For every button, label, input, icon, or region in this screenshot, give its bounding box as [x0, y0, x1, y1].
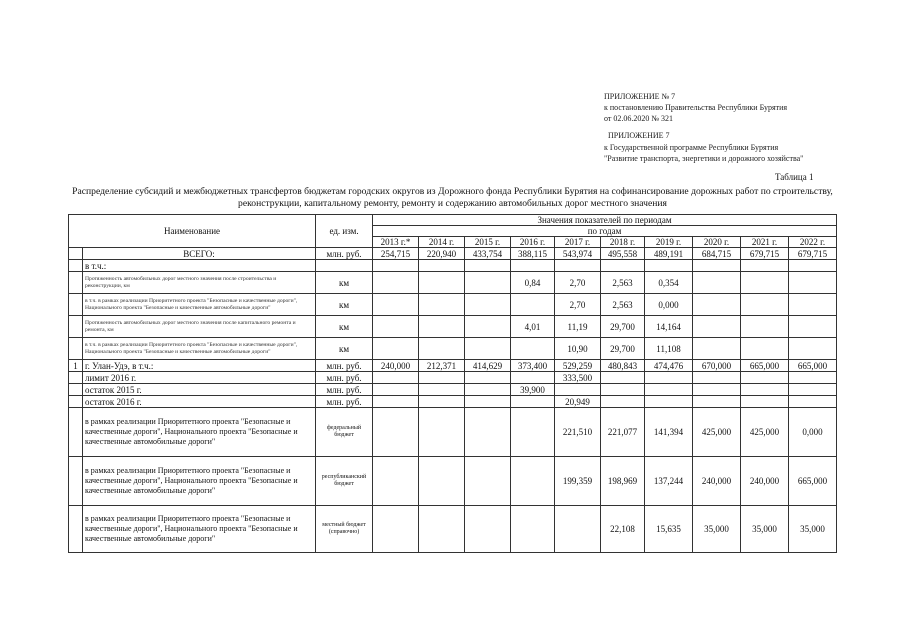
value-cell: 221,510: [555, 408, 601, 457]
value-cell: [373, 384, 419, 396]
value-cell: [373, 506, 419, 553]
value-cell: 240,000: [693, 457, 741, 506]
value-cell: [373, 396, 419, 408]
value-cell: 489,191: [645, 248, 693, 260]
value-cell: 29,700: [601, 338, 645, 360]
value-cell: [511, 260, 555, 272]
value-cell: [465, 372, 511, 384]
program-line-2: "Развитие транспорта, энергетики и дорожного хозяйства": [604, 154, 804, 163]
row-unit-cell: млн. руб.: [316, 384, 373, 396]
row-name-cell: г. Улан-Удэ, в т.ч.:: [83, 360, 316, 372]
value-cell: [693, 338, 741, 360]
table-row: [69, 316, 837, 338]
year-header-cell: 2013 г.*: [373, 237, 419, 248]
header-row-1: [69, 215, 837, 226]
value-cell: [465, 384, 511, 396]
table-label: Таблица 1: [775, 172, 814, 182]
row-number-cell: [69, 260, 83, 272]
allocation-table: [68, 214, 837, 553]
row-number-cell: [69, 457, 83, 506]
row-unit-cell: млн. руб.: [316, 360, 373, 372]
row-name-cell: в рамках реализации Приоритетного проекта "Безопасные и качественные дороги", Национального проекта "Безопасные и качественные автомобильные дороги": [83, 408, 316, 457]
value-cell: 240,000: [741, 457, 789, 506]
table-row: [69, 272, 837, 294]
value-cell: [741, 338, 789, 360]
value-cell: [419, 506, 465, 553]
value-cell: [419, 457, 465, 506]
year-header-cell: 2020 г.: [693, 237, 741, 248]
value-cell: [789, 338, 837, 360]
value-cell: [693, 294, 741, 316]
row-name-cell: в т.ч. в рамках реализации Приоритетного проекта "Безопасные и качественные дороги", Национального проекта "Безопасные и качественные автомобильные дороги": [83, 294, 316, 316]
table-row: [69, 457, 837, 506]
table-row: [69, 338, 837, 360]
value-cell: [373, 372, 419, 384]
value-cell: [741, 272, 789, 294]
value-cell: 529,259: [555, 360, 601, 372]
row-number-cell: [69, 338, 83, 360]
value-cell: [465, 396, 511, 408]
value-cell: [693, 384, 741, 396]
value-cell: [419, 272, 465, 294]
value-cell: [789, 294, 837, 316]
row-unit-cell: км: [316, 316, 373, 338]
row-number-cell: [69, 372, 83, 384]
year-header-cell: 2018 г.: [601, 237, 645, 248]
value-cell: 11,108: [645, 338, 693, 360]
value-cell: [741, 260, 789, 272]
value-cell: [511, 338, 555, 360]
value-cell: 474,476: [645, 360, 693, 372]
row-unit-cell: км: [316, 294, 373, 316]
value-cell: 198,969: [601, 457, 645, 506]
row-number-cell: [69, 408, 83, 457]
value-cell: [373, 260, 419, 272]
value-cell: [693, 372, 741, 384]
year-header-cell: 2019 г.: [645, 237, 693, 248]
year-header-cell: 2014 г.: [419, 237, 465, 248]
value-cell: 199,359: [555, 457, 601, 506]
row-unit-cell: млн. руб.: [316, 372, 373, 384]
value-cell: [645, 372, 693, 384]
decree-line-2: от 02.06.2020 № 321: [604, 114, 674, 123]
value-cell: 670,000: [693, 360, 741, 372]
value-cell: [465, 316, 511, 338]
year-header-cell: 2022 г.: [789, 237, 837, 248]
row-name-cell: ВСЕГО:: [83, 248, 316, 260]
document-title: Распределение субсидий и межбюджетных трансфертов бюджетам городских округов из Дорожного фонда Республики Бурятия на софинансирование дорожных работ по строительству, реконструкции, капитальному ремонту, ремонту и содержанию автомобильных дорог местного значения: [72, 186, 833, 209]
value-cell: 221,077: [601, 408, 645, 457]
value-cell: [465, 338, 511, 360]
value-cell: [645, 260, 693, 272]
value-cell: [789, 384, 837, 396]
value-cell: 495,558: [601, 248, 645, 260]
value-cell: 679,715: [741, 248, 789, 260]
value-cell: [693, 396, 741, 408]
value-cell: [555, 384, 601, 396]
value-cell: [419, 316, 465, 338]
value-cell: 35,000: [741, 506, 789, 553]
value-cell: 0,000: [789, 408, 837, 457]
value-cell: 2,563: [601, 272, 645, 294]
value-cell: [419, 294, 465, 316]
table-row: [69, 248, 837, 260]
value-cell: 240,000: [373, 360, 419, 372]
value-cell: 665,000: [789, 457, 837, 506]
row-unit-cell: [316, 260, 373, 272]
row-name-cell: Протяженность автомобильных дорог местного значения после капитального ремонта и ремонта, км: [83, 316, 316, 338]
year-header-cell: 2015 г.: [465, 237, 511, 248]
value-cell: [373, 272, 419, 294]
row-name-cell: в т.ч. в рамках реализации Приоритетного проекта "Безопасные и качественные дороги", Национального проекта "Безопасные и качественные автомобильные дороги": [83, 338, 316, 360]
value-cell: [465, 457, 511, 506]
table-row: [69, 260, 837, 272]
value-cell: [511, 294, 555, 316]
row-name-cell: Протяженность автомобильных дорог местного значения после строительства и реконструкции, км: [83, 272, 316, 294]
decree-line-1: к постановлению Правительства Республики Бурятия: [604, 103, 788, 112]
value-cell: [693, 272, 741, 294]
appendix-7b-heading: ПРИЛОЖЕНИЕ 7: [608, 131, 670, 140]
value-cell: [645, 396, 693, 408]
value-cell: 2,563: [601, 294, 645, 316]
table-row: [69, 384, 837, 396]
value-cell: [789, 272, 837, 294]
col-header-unit: ед. изм.: [316, 215, 373, 248]
value-cell: 414,629: [465, 360, 511, 372]
table-row: [69, 372, 837, 384]
value-cell: 254,715: [373, 248, 419, 260]
value-cell: [693, 316, 741, 338]
value-cell: [419, 338, 465, 360]
row-number-cell: [69, 384, 83, 396]
value-cell: 10,90: [555, 338, 601, 360]
value-cell: 29,700: [601, 316, 645, 338]
value-cell: [741, 294, 789, 316]
table-row: [69, 294, 837, 316]
row-number-cell: 1: [69, 360, 83, 372]
value-cell: 39,900: [511, 384, 555, 396]
table-row: [69, 396, 837, 408]
value-cell: [373, 294, 419, 316]
value-cell: [601, 260, 645, 272]
row-unit-cell: млн. руб.: [316, 396, 373, 408]
value-cell: [511, 396, 555, 408]
value-cell: [373, 316, 419, 338]
table-row: [69, 408, 837, 457]
row-unit-cell: км: [316, 338, 373, 360]
value-cell: 141,394: [645, 408, 693, 457]
row-number-cell: [69, 294, 83, 316]
value-cell: [555, 260, 601, 272]
value-cell: [419, 408, 465, 457]
row-number-cell: [69, 506, 83, 553]
year-header-cell: 2021 г.: [741, 237, 789, 248]
year-header-cell: 2017 г.: [555, 237, 601, 248]
year-header-cell: 2016 г.: [511, 237, 555, 248]
value-cell: [789, 260, 837, 272]
value-cell: 35,000: [693, 506, 741, 553]
row-name-cell: лимит 2016 г.: [83, 372, 316, 384]
value-cell: [373, 338, 419, 360]
value-cell: 4,01: [511, 316, 555, 338]
row-name-cell: в т.ч.:: [83, 260, 316, 272]
value-cell: 212,371: [419, 360, 465, 372]
value-cell: 425,000: [693, 408, 741, 457]
value-cell: [511, 506, 555, 553]
value-cell: [693, 260, 741, 272]
value-cell: 679,715: [789, 248, 837, 260]
row-unit-cell: местный бюджет (справочно): [316, 506, 373, 553]
value-cell: 665,000: [789, 360, 837, 372]
value-cell: [465, 294, 511, 316]
value-cell: [465, 408, 511, 457]
value-cell: 220,940: [419, 248, 465, 260]
row-number-cell: [69, 316, 83, 338]
value-cell: 11,19: [555, 316, 601, 338]
value-cell: [601, 372, 645, 384]
value-cell: [511, 457, 555, 506]
value-cell: [789, 316, 837, 338]
col-header-by-years: по годам: [373, 226, 837, 237]
row-name-cell: остаток 2016 г.: [83, 396, 316, 408]
col-header-name: Наименование: [69, 215, 316, 248]
value-cell: [601, 396, 645, 408]
value-cell: [373, 457, 419, 506]
value-cell: 684,715: [693, 248, 741, 260]
value-cell: [645, 384, 693, 396]
value-cell: [419, 384, 465, 396]
row-name-cell: в рамках реализации Приоритетного проекта "Безопасные и качественные дороги", Национального проекта "Безопасные и качественные автомобильные дороги": [83, 506, 316, 553]
row-number-cell: [69, 248, 83, 260]
value-cell: [419, 372, 465, 384]
value-cell: [465, 260, 511, 272]
value-cell: 15,635: [645, 506, 693, 553]
value-cell: [789, 396, 837, 408]
value-cell: 433,754: [465, 248, 511, 260]
value-cell: 388,115: [511, 248, 555, 260]
value-cell: 543,974: [555, 248, 601, 260]
value-cell: [465, 272, 511, 294]
value-cell: 20,949: [555, 396, 601, 408]
row-unit-cell: км: [316, 272, 373, 294]
row-number-cell: [69, 396, 83, 408]
value-cell: 0,354: [645, 272, 693, 294]
col-header-values: Значения показателей по периодам: [373, 215, 837, 226]
value-cell: 480,843: [601, 360, 645, 372]
value-cell: [741, 372, 789, 384]
value-cell: [511, 408, 555, 457]
value-cell: 0,000: [645, 294, 693, 316]
row-name-cell: в рамках реализации Приоритетного проекта "Безопасные и качественные дороги", Национального проекта "Безопасные и качественные автомобильные дороги": [83, 457, 316, 506]
value-cell: 373,400: [511, 360, 555, 372]
program-line-1: к Государственной программе Республики Бурятия: [604, 143, 779, 152]
row-unit-cell: федеральный бюджет: [316, 408, 373, 457]
value-cell: [373, 408, 419, 457]
value-cell: 2,70: [555, 272, 601, 294]
value-cell: [601, 384, 645, 396]
value-cell: [741, 396, 789, 408]
table-row: [69, 506, 837, 553]
value-cell: [419, 260, 465, 272]
value-cell: [789, 372, 837, 384]
row-number-cell: [69, 272, 83, 294]
value-cell: 137,244: [645, 457, 693, 506]
value-cell: 22,108: [601, 506, 645, 553]
value-cell: [419, 396, 465, 408]
value-cell: 665,000: [741, 360, 789, 372]
row-name-cell: остаток 2015 г.: [83, 384, 316, 396]
value-cell: 425,000: [741, 408, 789, 457]
row-unit-cell: млн. руб.: [316, 248, 373, 260]
value-cell: [465, 506, 511, 553]
value-cell: 35,000: [789, 506, 837, 553]
table-row: [69, 360, 837, 372]
value-cell: [555, 506, 601, 553]
value-cell: 0,84: [511, 272, 555, 294]
appendix-7-heading: ПРИЛОЖЕНИЕ № 7: [604, 92, 676, 101]
value-cell: [741, 316, 789, 338]
value-cell: 2,70: [555, 294, 601, 316]
row-unit-cell: республиканский бюджет: [316, 457, 373, 506]
value-cell: 333,500: [555, 372, 601, 384]
value-cell: [741, 384, 789, 396]
value-cell: 14,164: [645, 316, 693, 338]
value-cell: [511, 372, 555, 384]
